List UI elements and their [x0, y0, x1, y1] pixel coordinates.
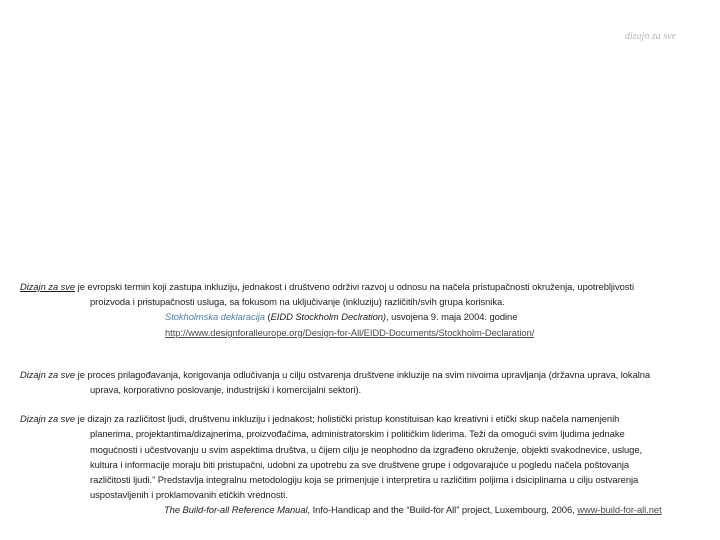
definition-text-line-3: mogućnosti i učestvovanju u svim aspektima društva, u čijem cilju je neophodno da izgrađeno okruženje, objekti svakodnevice, usluge, — [90, 443, 643, 455]
main-content — [20, 279, 716, 518]
term-label: Dizajn za sve — [20, 281, 76, 292]
definition-text-continued: uprava, korporativno poslovanje, industrijski i komercijalni sektori). — [90, 384, 362, 396]
definition-text-line-4: kultura i informacije moraju biti pristupačni, udobni za upotrebu za sve društvene grupe i odgovarajuće u pogledu načela poštovanja — [90, 458, 630, 470]
definition-text: je evropski termin koji zastupa inkluziju, jednakost i društveno održivi razvoj u odnosu na načela pristupačnosti okruženja, upotrebljivosti — [75, 281, 634, 292]
term-label: Dizajn za sve — [20, 368, 76, 380]
source-link[interactable]: www-build-for-all.net — [577, 504, 662, 516]
source-link[interactable]: http://www.designforalleurope.org/Design-for-All/EIDD-Documents/Stockholm-Declaration/ — [165, 326, 535, 338]
definition-text-continued: proizvoda i pristupačnosti usluga, sa fokusom na uključivanje (inkluziju) različitih/svih grupa korisnika. — [90, 296, 505, 308]
definition-text-line-5: različitosti ljudi.” Predstavlja integralnu metodologiju koja se primenjuje i interpretira u različitim poljima i dsiciplinama u cilju ostvarenja — [90, 474, 639, 486]
definition-paragraph-2 — [20, 367, 716, 397]
source-citation — [20, 502, 716, 517]
page-header-title: dizajn za sve — [624, 31, 676, 42]
source-details: , usvojena 9. maja 2004. godine — [386, 311, 518, 323]
definition-text-line-6: uspostavljenih i proklamovanih etičkih vrednosti. — [90, 489, 288, 501]
definition-paragraph-1 — [20, 279, 716, 340]
definition-text: je proces prilagođavanja, korigovanja odlučivanja u cilju ostvarenja društvene inkluzije na svim nivoima upravljanja (državna uprava, lokalna — [75, 368, 651, 380]
source-english-title: EIDD Stockholm Declration) — [270, 311, 386, 323]
definition-text-line-2: planerima, projektantima/dizajnerima, proizvođačima, administratorskim i političkim liderima. Teži da omogući svim ljudima jednake — [90, 428, 625, 440]
source-link-line — [20, 325, 716, 340]
definition-paragraph-3 — [20, 411, 716, 517]
source-title: Stokholmska deklaracija — [165, 311, 265, 323]
definition-text: je dizajn za različitost ljudi, društvenu inkluziju i jednakost; holistički pristup konstituisan kao kreativni i etički skup načela namenjenih — [75, 413, 620, 425]
term-label: Dizajn za sve — [20, 413, 76, 425]
source-details: , Info-Handicap and the “Build-for All” project, Luxembourg, 2006, — [307, 504, 578, 516]
source-citation: Stokholmska deklaracija (EIDD Stockholm Declration), usvojena 9. maja 2004. godine — [165, 311, 518, 323]
source-title: The Build-for-all Reference Manual — [164, 504, 308, 516]
